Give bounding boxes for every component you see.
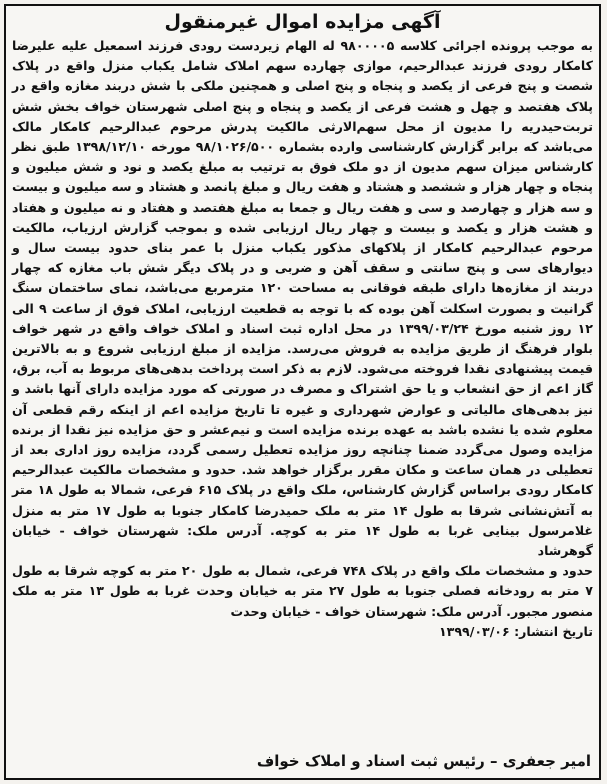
notice-title: آگهی مزایده اموال غیرمنقول — [164, 11, 441, 33]
signature: امیر جعفری – رئیس ثبت اسناد و املاک خواف — [256, 752, 591, 770]
notice-paragraph-boundaries: حدود و مشخصات ملک واقع در پلاک ۷۴۸ فرعی، شمال به طول ۲۰ متر به کوچه شرقا به طول ۷ متر به رودخانه فصلی جنوبا به طول ۲۷ متر به خیابان وحدت غربا به طول ۱۳ متر به ملک منصور مجبور. آدرس ملک: شهرستان خواف - خیابان وحدت — [12, 563, 594, 619]
notice-paragraph-main: به موجب پرونده اجرائی کلاسه ۹۸۰۰۰۰۵ له الهام زیردست رودی فرزند اسمعیل علیه علیرضا کامکار رودی فرزند عبدالرحیم، موازی چهارده سهم املاک شامل یکباب منزل واقع در پلاک شصت و پنج فرعی از یکصد و پنجاه و پنج اصلی و همچنین ملکی با شش دربند مغازه واقع در پلاک هفتصد و چهل و هشت فرعی از یکصد و پنجاه و پنج اصلی شهرستان خواف بخش شش تربت‌حیدریه را مدیون از محل سهم‌الارثی مالکیت پدرش مرحوم عبدالرحیم کامکار مالک می‌باشد که برابر گزارش کارشناسی وارده بشماره ۹۸/۱۰۲۶/۵۰۰ مورخه ۱۳۹۸/۱۲/۱۰ طبق نظر کارشناس میزان سهم مدیون از دو ملک فوق به ترتیب به مبلغ یکصد و نود و شش میلیون و پنجاه و چهار هزار و ششصد و هشتاد و هفت ریال و مبلغ پانصد و هشتاد و سه میلیون و بیست و سه هزار و چهارصد و سی و هفت ریال و جمعا به مبلغ هفتصد و هفتاد و نه میلیون و هفتاد و هشت هزار و یکصد و بیست و چهار ریال ارزیابی شده و بموجب گزارش ارزیاب، مالکیت مرحوم عبدالرحیم کامکار از پلاکهای مذکور یکباب منزل با عمر بنای حدود بیست سال و دیوارهای سی و پنج سانتی و سقف آهن و ضربی و در پلاک دیگر شش باب مغازه که چهار دربند از مغازه‌ها دارای طبقه فوقانی به مساحت ۱۲۰ مترمربع می‌باشد، نمای ساختمان سنگ گرانیت و بصورت اسکلت آهن بوده که با توجه به قطعیت ارزیابی، املاک فوق از ساعت ۹ الی ۱۲ روز شنبه مورخ ۱۳۹۹/۰۳/۲۴ در محل اداره ثبت اسناد و املاک خواف واقع در شهر خواف بلوار فرهنگ از طریق مزایده به فروش می‌رسد. مزایده از مبلغ ارزیابی شروع و به بالاترین قیمت پیشنهادی نقدا فروخته می‌شود. لازم به ذکر است پرداخت بدهی‌های مربوط به آب، برق، گاز اعم از حق انشعاب و یا حق اشتراک و مصرف در صورتی که مورد مزایده دارای آنها باشد و نیز بدهی‌های مالیاتی و عوارض شهرداری و غیره تا تاریخ مزایده اعم از اینکه رقم قطعی آن معلوم شده یا نشده باشد به عهده برنده مزایده است و نیم‌عشر و حق مزایده نیز نقدا از برنده مزایده وصول می‌گردد ضمنا چنانچه روز مزایده تعطیل رسمی گردد، مزایده روز اداری بعد از تعطیلی در همان ساعت و مکان مقرر برگزار خواهد شد. حدود و مشخصات مالکیت عبدالرحیم کامکار رودی براساس گزارش کارشناس، ملک واقع در پلاک ۶۱۵ فرعی، شمالا به طول ۱۸ متر به آتش‌نشانی شرقا به طول ۱۴ متر به ملک حمیدرضا کامکار جنوبا به طول ۱۷ متر به منزل غلامرسول بینایی غربا به طول ۱۴ متر به کوچه. آدرس ملک: شهرستان خواف - خیابان گوهرشاد — [12, 38, 594, 559]
publication-date: تاریخ انتشار: ۱۳۹۹/۰۳/۰۶ — [438, 623, 593, 639]
notice-body — [6, 36, 599, 642]
auction-notice — [4, 4, 601, 780]
